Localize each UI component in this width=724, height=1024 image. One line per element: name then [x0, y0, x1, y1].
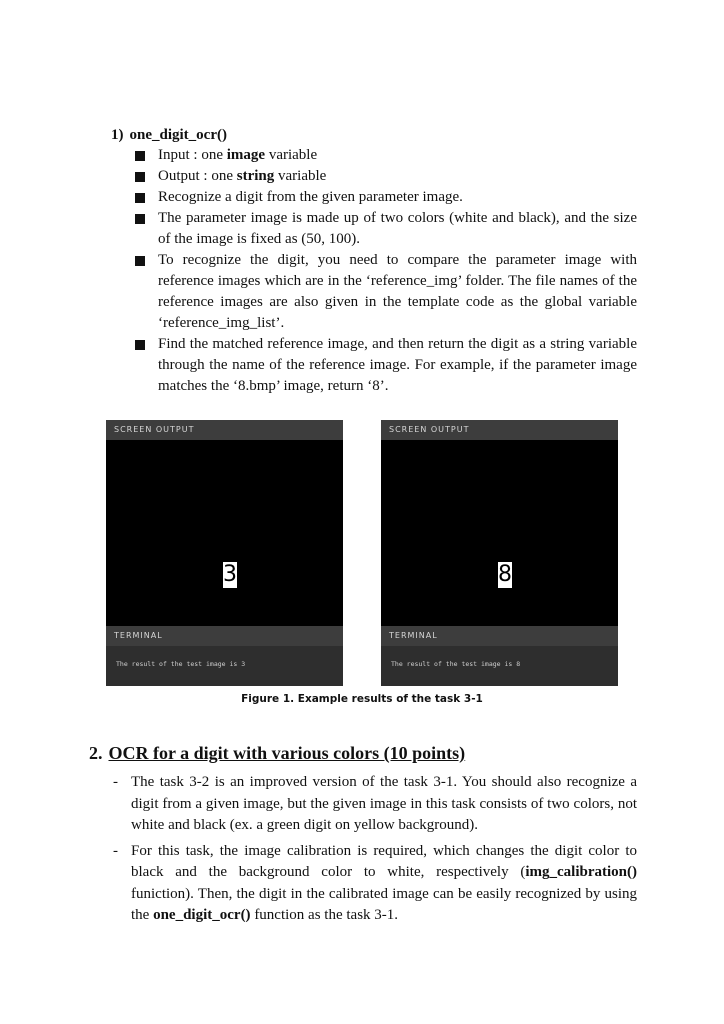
- screen-output-area: [106, 440, 343, 626]
- terminal-label: TERMINAL: [106, 626, 343, 646]
- bullet-item: To recognize the digit, you need to compare the parameter image with reference images which are in the ‘reference_img’ folder. The file names of the reference images are also given in the template code as the global variable ‘reference_img_list’.: [133, 250, 637, 334]
- figure-caption: Figure 1. Example results of the task 3-1: [241, 693, 483, 705]
- square-bullet-icon: [135, 172, 145, 182]
- square-bullet-icon: [135, 340, 145, 350]
- section2-list: [113, 772, 637, 931]
- terminal-output: The result of the test image is 8: [381, 646, 618, 686]
- bullet-item: Input : one image variable: [133, 145, 637, 166]
- screen-output-label: SCREEN OUTPUT: [381, 420, 618, 440]
- task1-bullet-list: [133, 145, 637, 397]
- task1-function-name: one_digit_ocr(): [129, 127, 227, 143]
- bullet-item: Output : one string variable: [133, 166, 637, 187]
- example-panel-left: [106, 420, 343, 686]
- screen-output-area: [381, 440, 618, 626]
- square-bullet-icon: [135, 151, 145, 161]
- bullet-item: Find the matched reference image, and then return the digit as a string variable through the name of the reference image. For example, if the parameter image matches the ‘8.bmp’ image, return ‘8’.: [133, 334, 637, 397]
- section2-title: OCR for a digit with various colors (10 points): [108, 743, 466, 763]
- list-item: - For this task, the image calibration is required, which changes the digit color to black and the background color to white, respectively (img_calibration() funiction). Then, the digit in the calibrated image can be easily recognized by using the one_digit_ocr() function as the task 3-1.: [113, 842, 637, 923]
- digit-image: 3: [223, 562, 237, 587]
- example-panel-right: [381, 420, 618, 686]
- task1-heading: [111, 125, 227, 145]
- task1-number: 1): [111, 127, 124, 143]
- screen-output-label: SCREEN OUTPUT: [106, 420, 343, 440]
- section2-number: 2.: [89, 743, 103, 763]
- digit-image: 8: [498, 562, 512, 587]
- square-bullet-icon: [135, 214, 145, 224]
- dash-marker: -: [113, 774, 118, 790]
- square-bullet-icon: [135, 256, 145, 266]
- bullet-item: Recognize a digit from the given parameter image.: [133, 187, 637, 208]
- terminal-output: The result of the test image is 3: [106, 646, 343, 686]
- dash-marker: -: [113, 842, 118, 859]
- bullet-item: The parameter image is made up of two colors (white and black), and the size of the image is fixed as (50, 100).: [133, 208, 637, 250]
- square-bullet-icon: [135, 193, 145, 203]
- list-item: - The task 3-2 is an improved version of the task 3-1. You should also recognize a digit from a given image, but the given image in this task consists of two colors, not white and black (ex. a green digit on yellow background).: [113, 774, 637, 833]
- section2-heading: [89, 741, 465, 765]
- terminal-label: TERMINAL: [381, 626, 618, 646]
